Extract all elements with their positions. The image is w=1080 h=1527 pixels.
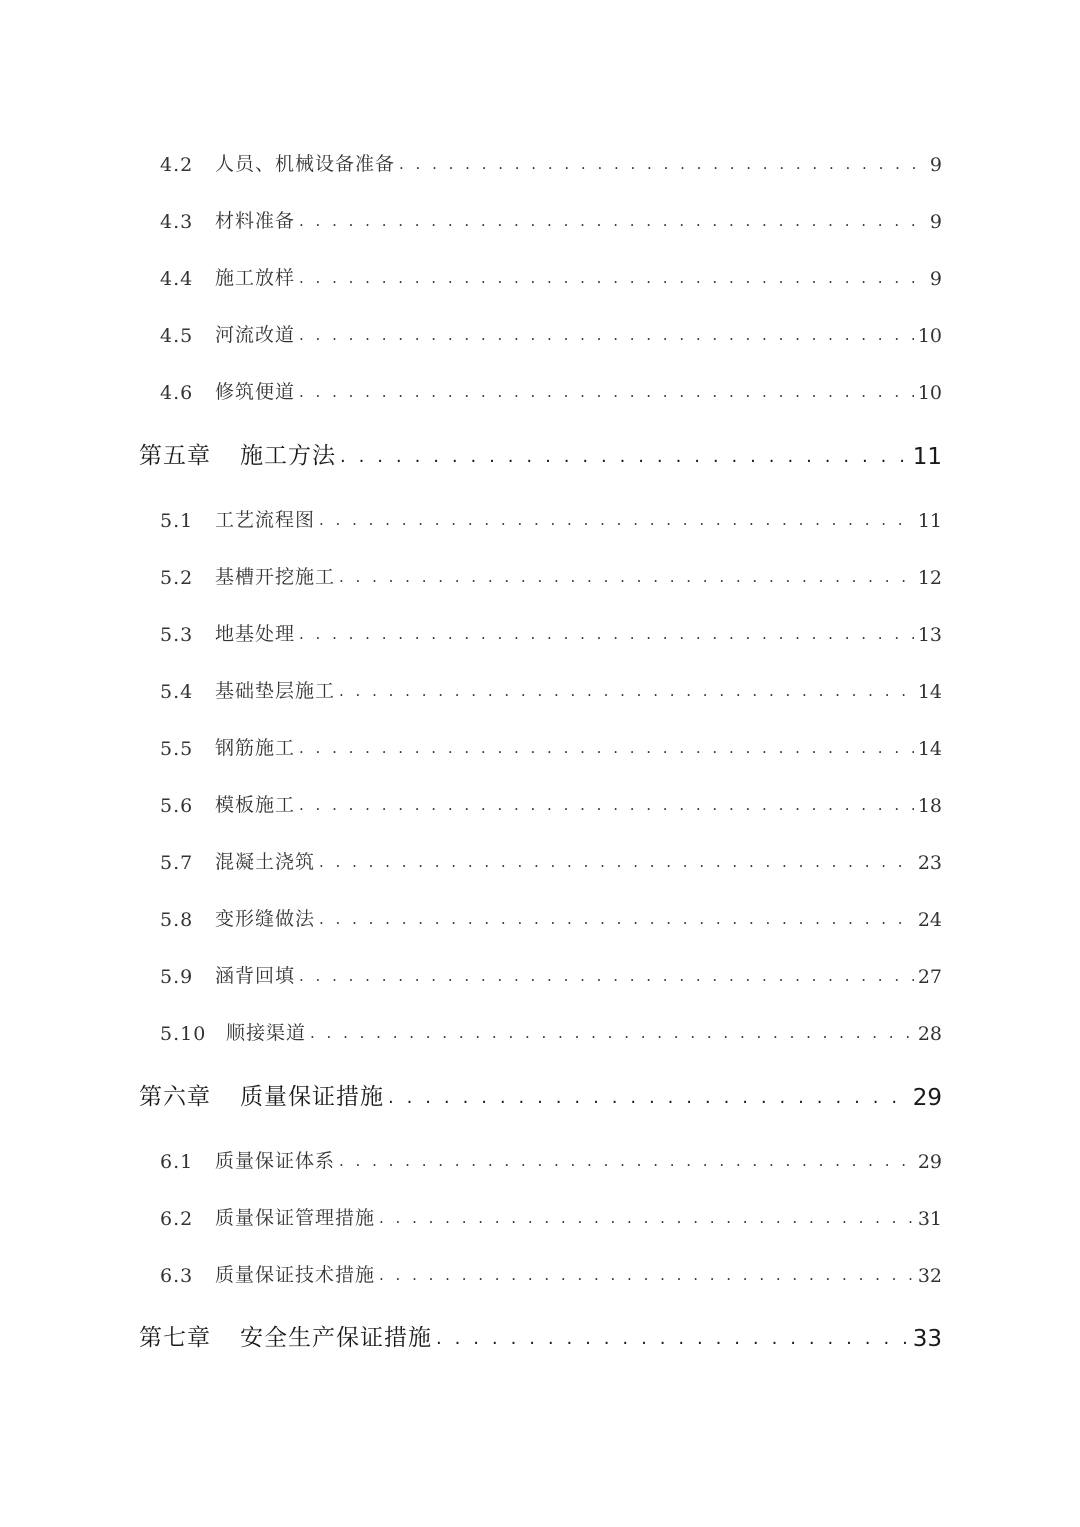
entry-number: 5.7 [160, 852, 194, 874]
entry-title: 涵背回填 [215, 965, 296, 987]
entry-number: 5.5 [160, 738, 194, 760]
entry-title: 混凝土浇筑 [215, 851, 316, 873]
chapter-page: 33 [912, 1326, 942, 1352]
entry-page: 10 [917, 325, 942, 347]
entry-page: 13 [917, 624, 942, 646]
dot-leader [299, 266, 916, 290]
dot-leader [310, 1021, 914, 1045]
toc-entry-6-2[interactable] [0, 1200, 1080, 1230]
dot-leader [436, 1326, 909, 1352]
entry-number: 4.5 [160, 325, 194, 347]
entry-number: 5.8 [160, 909, 194, 931]
entry-title: 变形缝做法 [215, 908, 316, 930]
dot-leader [299, 209, 916, 233]
dot-leader [379, 1206, 914, 1230]
dot-leader [319, 508, 914, 532]
toc-entry-5-8[interactable] [0, 901, 1080, 931]
dot-leader [379, 1263, 914, 1287]
entry-page: 31 [917, 1208, 942, 1230]
dot-leader [319, 850, 914, 874]
chapter-page: 11 [912, 444, 942, 470]
toc-entry-4-6[interactable] [0, 374, 1080, 404]
entry-page: 32 [917, 1265, 942, 1287]
entry-title: 工艺流程图 [215, 509, 316, 531]
chapter-title: 安全生产保证措施 [240, 1325, 432, 1351]
chapter-number: 第六章 [139, 1084, 211, 1110]
entry-number: 6.3 [160, 1265, 194, 1287]
entry-title: 质量保证体系 [215, 1150, 336, 1172]
toc-entry-5-10[interactable] [0, 1015, 1080, 1045]
entry-title: 修筑便道 [215, 381, 296, 403]
entry-page: 23 [917, 852, 942, 874]
dot-leader [299, 380, 914, 404]
dot-leader [299, 622, 914, 646]
chapter-page: 29 [912, 1085, 942, 1111]
entry-title: 施工放样 [215, 267, 296, 289]
dot-leader [339, 565, 914, 589]
entry-number: 4.3 [160, 211, 194, 233]
entry-page: 14 [917, 738, 942, 760]
entry-page: 10 [917, 382, 942, 404]
entry-title: 人员、机械设备准备 [215, 153, 396, 175]
entry-title: 材料准备 [215, 210, 296, 232]
toc-chapter-7[interactable] [0, 1318, 1080, 1352]
dot-leader [299, 736, 914, 760]
entry-number: 5.3 [160, 624, 194, 646]
toc-entry-5-7[interactable] [0, 844, 1080, 874]
entry-title: 基础垫层施工 [215, 680, 336, 702]
entry-number: 4.6 [160, 382, 194, 404]
entry-number: 5.1 [160, 510, 194, 532]
entry-number: 5.2 [160, 567, 194, 589]
entry-page: 9 [929, 268, 942, 290]
entry-page: 14 [917, 681, 942, 703]
entry-page: 27 [917, 966, 942, 988]
toc-entry-6-3[interactable] [0, 1257, 1080, 1287]
toc-chapter-6[interactable] [0, 1077, 1080, 1111]
entry-number: 5.10 [160, 1023, 207, 1045]
entry-page: 9 [929, 154, 942, 176]
entry-page: 28 [917, 1023, 942, 1045]
entry-title: 地基处理 [215, 623, 296, 645]
dot-leader [339, 679, 914, 703]
entry-number: 4.4 [160, 268, 194, 290]
entry-title: 质量保证管理措施 [215, 1207, 376, 1229]
entry-page: 11 [917, 510, 942, 532]
toc-entry-5-2[interactable] [0, 559, 1080, 589]
entry-page: 18 [917, 795, 942, 817]
dot-leader [339, 1149, 914, 1173]
entry-page: 12 [917, 567, 942, 589]
entry-title: 模板施工 [215, 794, 296, 816]
entry-number: 5.9 [160, 966, 194, 988]
entry-number: 5.4 [160, 681, 194, 703]
chapter-number: 第五章 [139, 443, 211, 469]
entry-title: 河流改道 [215, 324, 296, 346]
entry-title: 基槽开挖施工 [215, 566, 336, 588]
dot-leader [299, 964, 914, 988]
dot-leader [399, 152, 916, 176]
entry-title: 钢筋施工 [215, 737, 296, 759]
toc-entry-5-1[interactable] [0, 502, 1080, 532]
dot-leader [340, 444, 909, 470]
toc-entry-4-2[interactable] [0, 146, 1080, 176]
toc-entry-4-4[interactable] [0, 260, 1080, 290]
toc-entry-4-5[interactable] [0, 317, 1080, 347]
entry-number: 6.2 [160, 1208, 194, 1230]
dot-leader [319, 907, 914, 931]
toc-entry-5-5[interactable] [0, 730, 1080, 760]
entry-number: 6.1 [160, 1151, 194, 1173]
entry-title: 质量保证技术措施 [215, 1264, 376, 1286]
toc-entry-5-4[interactable] [0, 673, 1080, 703]
toc-chapter-5[interactable] [0, 436, 1080, 470]
entry-page: 24 [917, 909, 942, 931]
entry-title: 顺接渠道 [226, 1022, 307, 1044]
entry-page: 29 [917, 1151, 942, 1173]
toc-entry-6-1[interactable] [0, 1143, 1080, 1173]
entry-page: 9 [929, 211, 942, 233]
entry-number: 4.2 [160, 154, 194, 176]
dot-leader [299, 793, 914, 817]
toc-entry-4-3[interactable] [0, 203, 1080, 233]
entry-number: 5.6 [160, 795, 194, 817]
toc-entry-5-9[interactable] [0, 958, 1080, 988]
toc-entry-5-6[interactable] [0, 787, 1080, 817]
chapter-title: 施工方法 [240, 443, 336, 469]
chapter-title: 质量保证措施 [240, 1084, 384, 1110]
dot-leader [388, 1085, 909, 1111]
chapter-number: 第七章 [139, 1325, 211, 1351]
dot-leader [299, 323, 914, 347]
toc-entry-5-3[interactable] [0, 616, 1080, 646]
